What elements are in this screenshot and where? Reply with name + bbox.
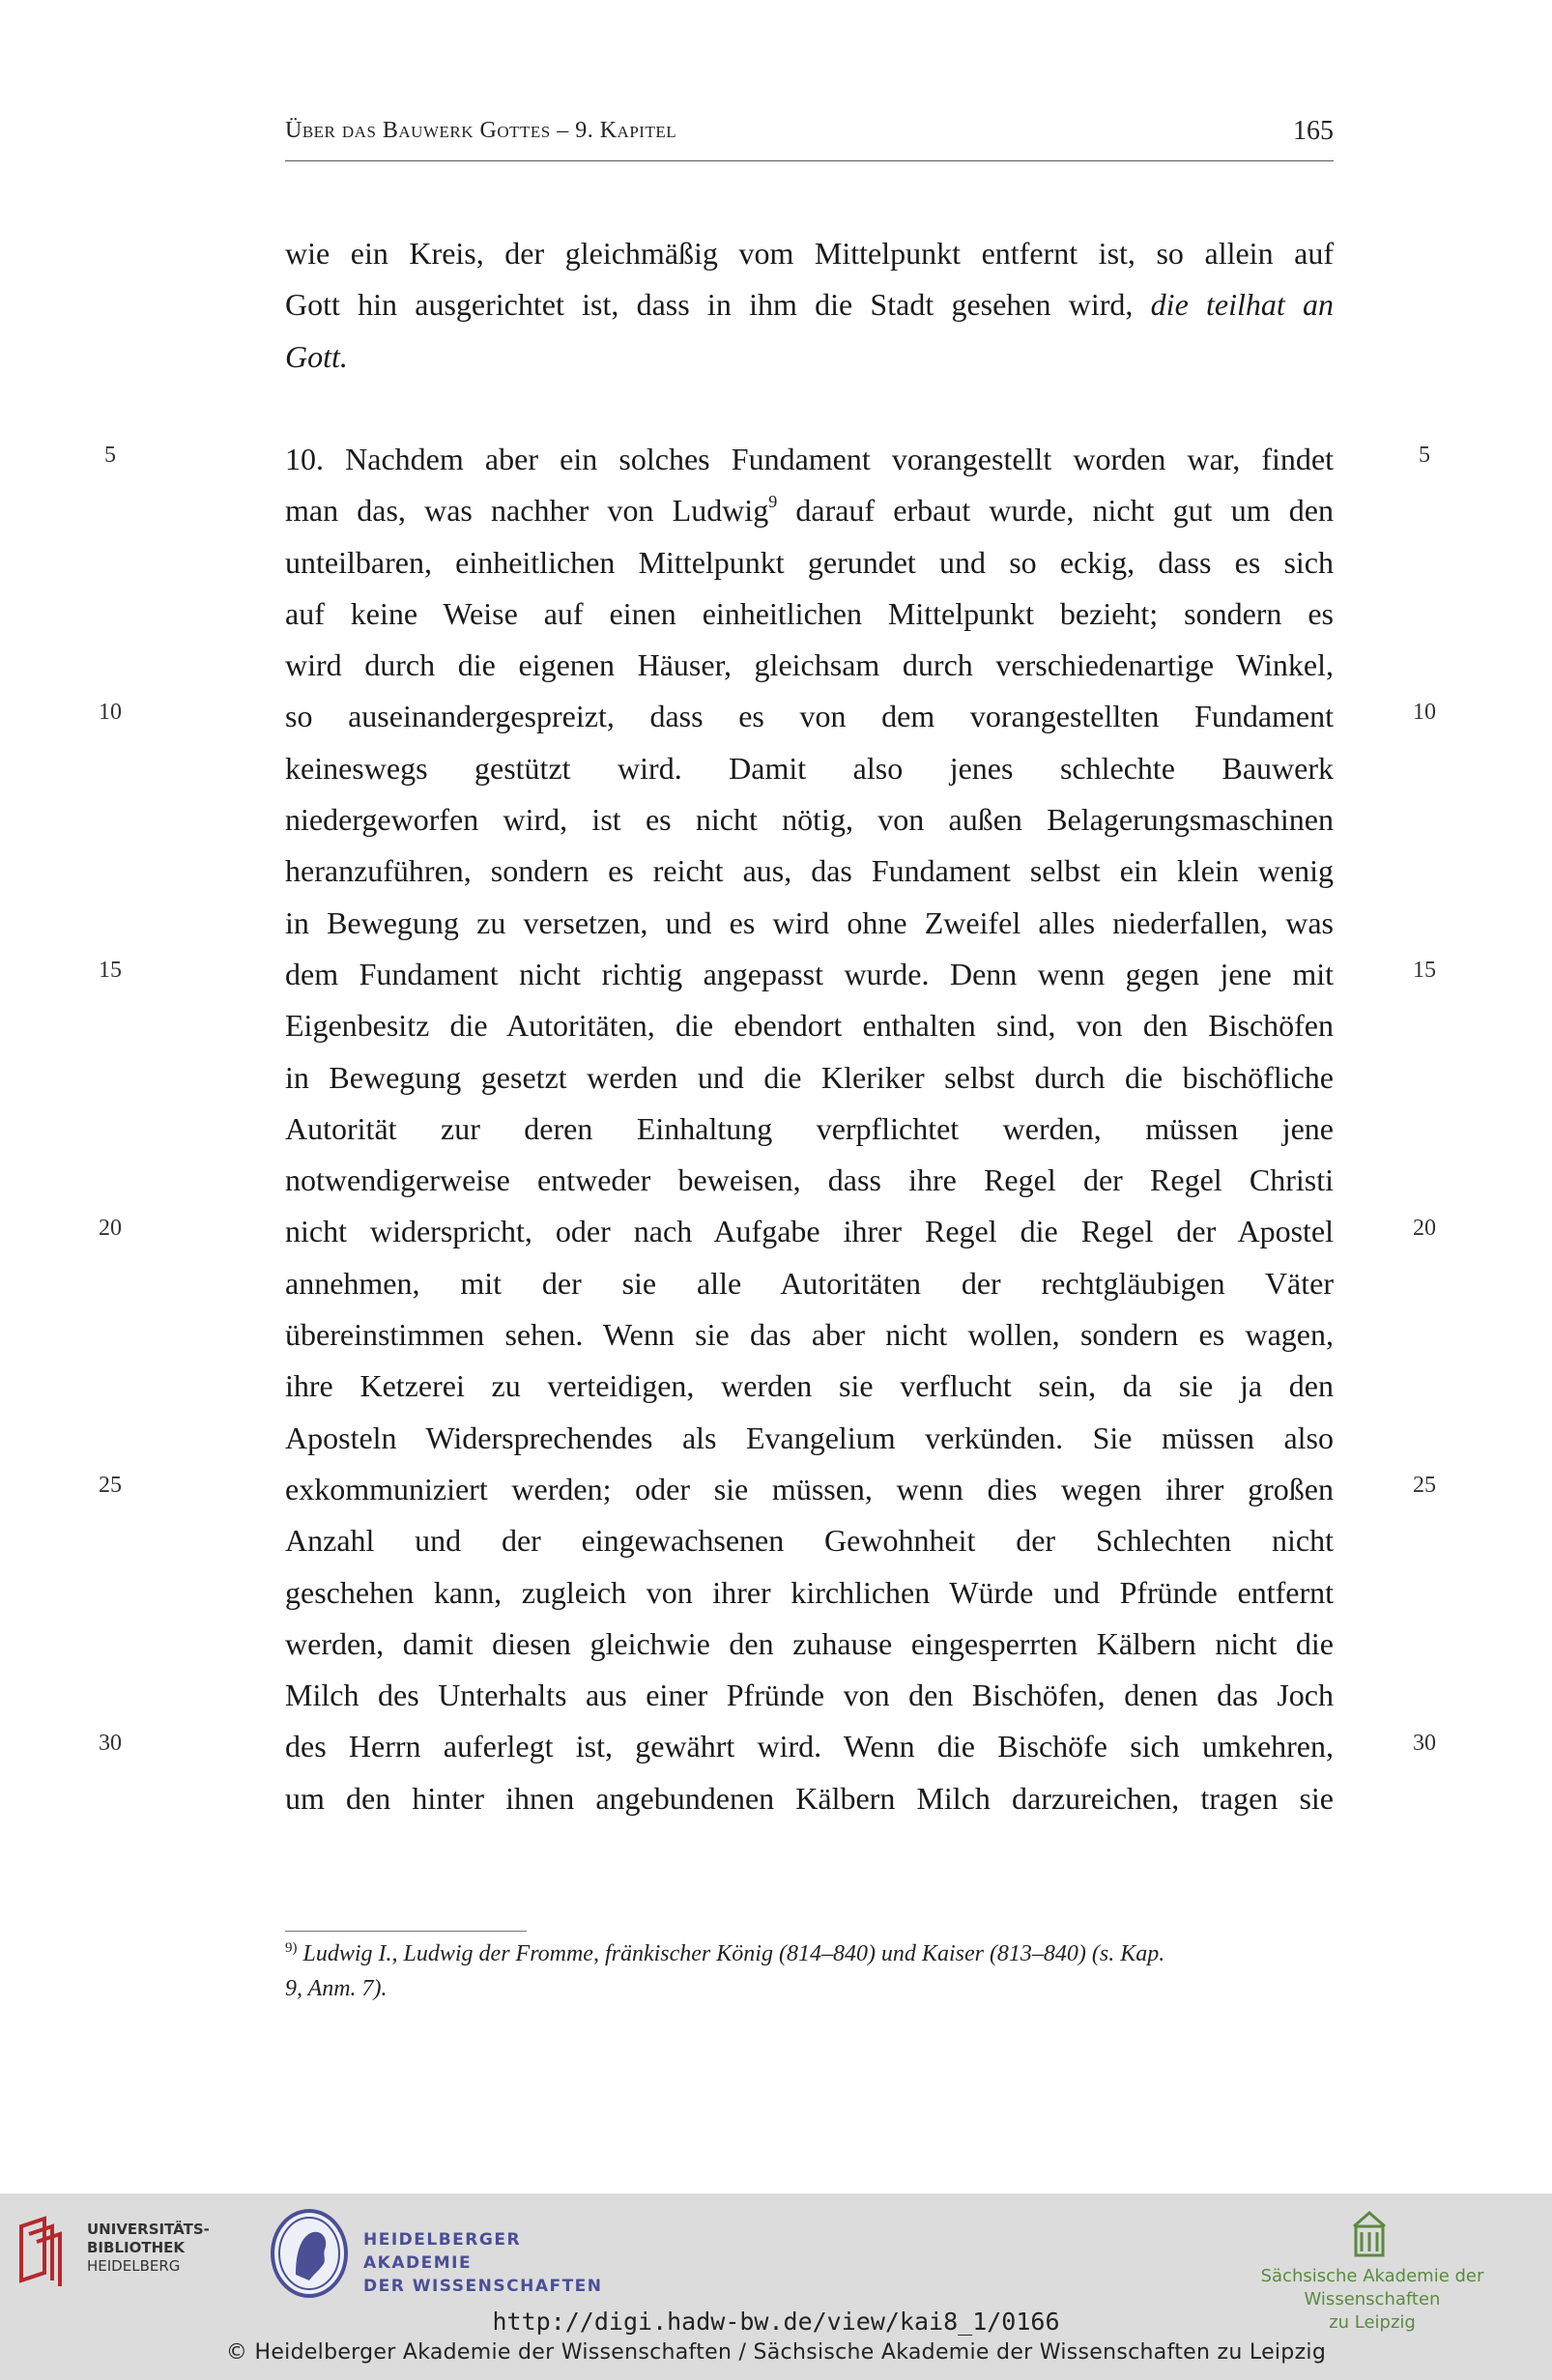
hadw-logo-text <box>363 2228 615 2298</box>
text-line: auf keine Weise auf einen einheitlichen Mittelpunkt bezieht; sondern es <box>285 595 1334 631</box>
text-line: um den hinter ihnen angebundenen Kälbern Milch darzureichen, tragen sie <box>285 1780 1334 1816</box>
text-line: in Bewegung gesetzt werden und die Kleriker selbst durch die bischöfliche <box>285 1059 1334 1095</box>
line-number-left: 25 <box>99 1473 122 1498</box>
line-number-right: 30 <box>1413 1731 1436 1756</box>
text-span: Gott hin ausgerichtet ist, dass in ihm die Stadt gesehen wird, <box>285 287 1134 323</box>
text-line: in Bewegung zu versetzen, und es wird ohne Zweifel alles niederfallen, was <box>285 904 1334 940</box>
running-title: Über das Bauwerk Gottes – 9. Kapitel <box>285 118 677 143</box>
line-number-right: 10 <box>1413 700 1436 725</box>
footnote-separator <box>285 1931 527 1932</box>
text-line: notwendigerweise entweder beweisen, dass ihre Regel der Regel Christi <box>285 1162 1334 1198</box>
text-line: übereinstimmen sehen. Wenn sie das aber nicht wollen, sondern es wagen, <box>285 1317 1334 1353</box>
footnote-line <box>285 1941 1164 1966</box>
text-line: so auseinandergespreizt, dass es von dem vorangestellten Fundament <box>285 699 1334 734</box>
page-number: 165 <box>1293 116 1334 146</box>
ub-heidelberg-logo[interactable] <box>15 2213 210 2290</box>
line-number-left: 20 <box>99 1216 122 1241</box>
text-line: heranzuführen, sondern es reicht aus, das Fundament selbst ein klein wenig <box>285 853 1334 889</box>
running-header <box>285 114 1334 161</box>
permalink-url[interactable]: http://digi.hadw-bw.de/view/kai8_1/0166 <box>492 2308 1060 2336</box>
text-line: exkommuniziert werden; oder sie müssen, wenn dies wegen ihrer großen <box>285 1471 1334 1506</box>
hadw-line: HEIDELBERGER AKADEMIE <box>363 2230 522 2273</box>
ub-line: UNIVERSITÄTS- <box>87 2221 210 2238</box>
italic-quote: Gott. <box>285 338 348 374</box>
text-line: annehmen, mit der sie alle Autoritäten der rechtgläubigen Väter <box>285 1265 1334 1301</box>
line-number-left: 30 <box>99 1731 122 1756</box>
saw-line: Sächsische Akademie der Wissenschaften <box>1260 2266 1484 2309</box>
text-line: ihre Ketzerei zu verteidigen, werden sie verflucht sein, da sie ja den <box>285 1368 1334 1404</box>
italic-quote: die teilhat an <box>1150 287 1335 323</box>
digitization-footer <box>0 2194 1552 2380</box>
text-span: Ludwig I., Ludwig der Fromme, fränkischer König (814–840) und Kaiser (813–840) (s. Kap. <box>302 1941 1165 1966</box>
text-line: unteilbaren, einheitlichen Mittelpunkt gerundet und so eckig, dass es sich <box>285 544 1334 580</box>
copyright-notice: © Heidelberger Akademie der Wissenschaften / Sächsische Akademie der Wissenschaften zu Leipzig <box>225 2340 1327 2365</box>
ub-book-icon <box>15 2213 77 2290</box>
text-line: Eigenbesitz die Autoritäten, die ebendort enthalten sind, von den Bischöfen <box>285 1008 1334 1044</box>
line-number-right: 15 <box>1413 958 1436 983</box>
text-line: wie ein Kreis, der gleichmäßig vom Mittelpunkt entfernt ist, so allein auf <box>285 236 1334 271</box>
hadw-logo[interactable] <box>267 2207 615 2304</box>
text-line: Anzahl und der eingewachsenen Gewohnheit der Schlechten nicht <box>285 1523 1334 1559</box>
footnote-ref[interactable]: 9 <box>768 492 778 512</box>
line-number-left: 15 <box>99 958 122 983</box>
text-line: keineswegs gestützt wird. Damit also jenes schlechte Bauwerk <box>285 750 1334 786</box>
line-number-left: 10 <box>99 700 122 725</box>
saw-leipzig-logo[interactable] <box>1198 2209 1546 2333</box>
line-number-right: 20 <box>1413 1216 1436 1241</box>
text-line <box>285 279 1334 330</box>
hadw-line: DER WISSENSCHAFTEN <box>363 2277 603 2296</box>
text-line: Milch des Unterhalts aus einer Pfründe von den Bischöfen, denen das Joch <box>285 1677 1334 1713</box>
text-span: darauf erbaut wurde, nicht gut um den <box>777 493 1334 529</box>
text-line: niedergeworfen wird, ist es nicht nötig, von außen Belagerungsmaschinen <box>285 802 1334 838</box>
footnote-line: 9, Anm. 7). <box>285 1976 388 2001</box>
text-line: werden, damit diesen gleichwie den zuhause eingesperrten Kälbern nicht die <box>285 1625 1334 1661</box>
footnote-mark: 9) <box>285 1940 298 1956</box>
text-line: nicht widerspricht, oder nach Aufgabe ihrer Regel die Regel der Apostel <box>285 1214 1334 1249</box>
text-line: geschehen kann, zugleich von ihrer kirchlichen Würde und Pfründe entfernt <box>285 1574 1334 1610</box>
paragraph-10 <box>285 434 1334 1824</box>
text-line: 10. Nachdem aber ein solches Fundament vorangestellt worden war, findet <box>285 442 1334 476</box>
line-number-right: 5 <box>1419 443 1430 468</box>
saw-building-icon <box>1350 2209 1389 2259</box>
footnote-9 <box>285 1936 1334 2006</box>
text-span: man das, was nachher von Ludwig <box>285 493 769 529</box>
line-number-right: 25 <box>1413 1473 1436 1498</box>
ub-line: BIBLIOTHEK <box>87 2239 185 2256</box>
continued-paragraph <box>285 228 1334 383</box>
text-line: dem Fundament nicht richtig angepasst wurde. Denn wenn gegen jene mit <box>285 956 1334 991</box>
text-line: des Herrn auferlegt ist, gewährt wird. Wenn die Bischöfe sich umkehren, <box>285 1729 1334 1764</box>
text-line <box>285 331 1334 383</box>
text-line: wird durch die eigenen Häuser, gleichsam durch verschiedenartige Winkel, <box>285 647 1334 683</box>
ub-line: HEIDELBERG <box>87 2257 181 2275</box>
saw-line: zu Leipzig <box>1329 2312 1416 2333</box>
hadw-medallion-icon <box>267 2207 352 2300</box>
line-number-left: 5 <box>104 443 116 468</box>
text-line: Autorität zur deren Einhaltung verpflichtet werden, müssen jene <box>285 1110 1334 1146</box>
text-line: Aposteln Widersprechendes als Evangelium verkünden. Sie müssen also <box>285 1419 1334 1455</box>
ub-logo-text <box>87 2221 210 2276</box>
text-line <box>285 485 1334 536</box>
